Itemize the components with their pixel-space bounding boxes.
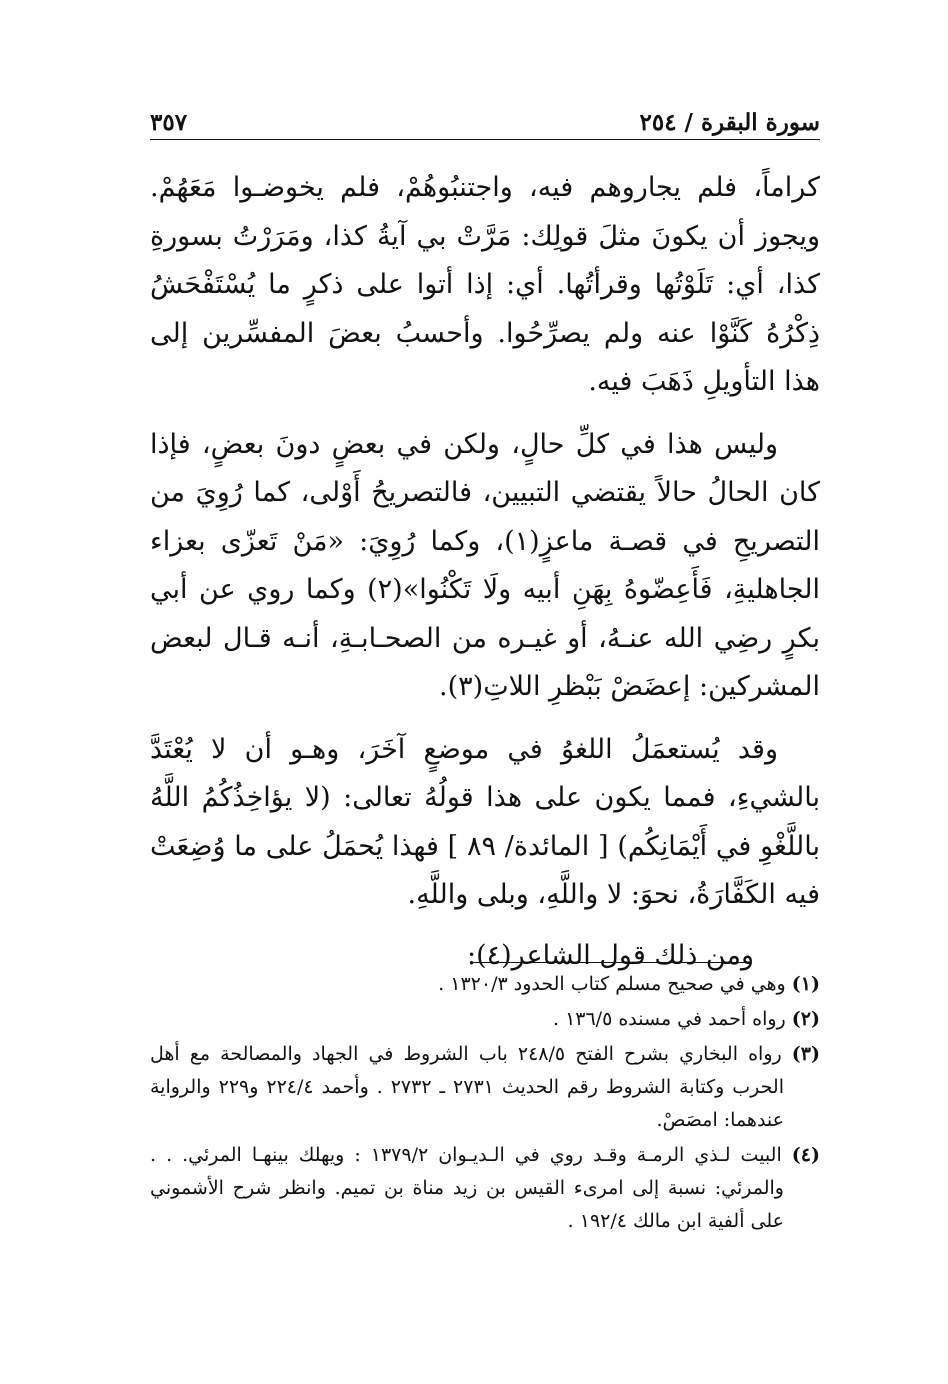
- page-number: ٣٥٧: [150, 109, 188, 136]
- main-text: [150, 164, 820, 978]
- footnote-2: [150, 1003, 820, 1036]
- footnote-1: [150, 968, 820, 1001]
- poem-intro: ومن ذلك قول الشاعر(٤):: [466, 939, 754, 971]
- footnote-rule: [470, 962, 750, 963]
- footnote-4: [150, 1139, 820, 1238]
- paragraph-1: كراماً، فلم يجاروهم فيه، واجتنبُوهُمْ، فلم يخوضـوا مَعَهُمْ. ويجوز أن يكونَ مثلَ قولِك: مَرَّتْ بي آيةُ كذا، ومَرَرْتُ بسورةِ كذا، أي: تَلَوْتُها وقرأتُها. أي: إذا أتوا على ذكرٍ ما يُسْتَفْحَشُ ذِكْرُهُ كَنَّوْا عنه ولم يصرِّحُوا. وأحسبُ بعضَ المفسِّرين إلى هذا التأويلِ ذَهَبَ فيه.: [150, 172, 820, 397]
- paragraph-2: وليس هذا في كلِّ حالٍ، ولكن في بعضٍ دونَ بعضٍ، فإذا كان الحالُ حالاً يقتضي التبيين، فالتصريحُ أَوْلى، كما رُوِيَ من التصريحِ في قصـة ماعزٍ(١)، وكما رُوِيَ: «مَنْ تَعزّى بعزاء الجاهليةِ، فَأَعِضّوهُ بِهَنِ أبيه ولَا تَكْنُوا»(٢) وكما روي عن أبي بكرٍ رضِي الله عنـهُ، أو غيـره من الصحـابـةِ، أنـه قـال لبعض المشركين: إعضَضْ بَبْظرِ اللاتِ(٣).: [150, 428, 820, 702]
- footnote-number: (١): [791, 973, 820, 995]
- footnote-text: وهي في صحيح مسلم كتاب الحدود ١٣٢٠/٣ .: [438, 973, 786, 995]
- footnote-text: البيت لـذي الرمـة وقـد روي في الـديـوان ١٣٧٩/٢ : ويهلك بينهـا المرئي. . . والمرئي: نسبة إلى امرىء القيس بن زيد مناة بن تميم. وانظر شرح الأشموني على ألفية ابن مالك ١٩٢/٤ .: [150, 1144, 784, 1232]
- paragraph-3: وقد يُستعمَلُ اللغوُ في موضعٍ آخَرَ، وهـو أن لا يُعْتَدَّ بالشيءِ، فمما يكون على هذا قولُهُ تعالى: (لا يؤاخِذُكُمُ اللَّهُ باللَّغْوِ في أَيْمَانِكُم) [ المائدة/ ٨٩ ] فهذا يُحمَلُ على ما وُضِعَتْ فيه الكَفَّارَةُ، نحوَ: لا واللَّهِ، وبلى واللَّهِ.: [150, 733, 820, 910]
- page-header: [150, 96, 820, 136]
- footnote-number: (٣): [791, 1043, 820, 1065]
- running-title: سورة البقرة / ٢٥٤: [639, 109, 820, 136]
- footnote-3: [150, 1038, 820, 1137]
- footnote-text: رواه أحمد في مسنده ١٣٦/٥ .: [552, 1008, 786, 1030]
- footnotes: [150, 968, 820, 1240]
- header-rule: [150, 139, 820, 140]
- footnote-number: (٤): [791, 1144, 820, 1166]
- footnote-text: رواه البخاري بشرح الفتح ٢٤٨/٥ باب الشروط في الجهاد والمصالحة مع أهل الحرب وكتابة الشروط رقم الحديث ٢٧٣١ ـ ٢٧٣٢ . وأحمد ٢٢٤/٤ و٢٢٩ والرواية عندهما: امصَصْ.: [150, 1043, 784, 1131]
- footnote-number: (٢): [791, 1008, 820, 1030]
